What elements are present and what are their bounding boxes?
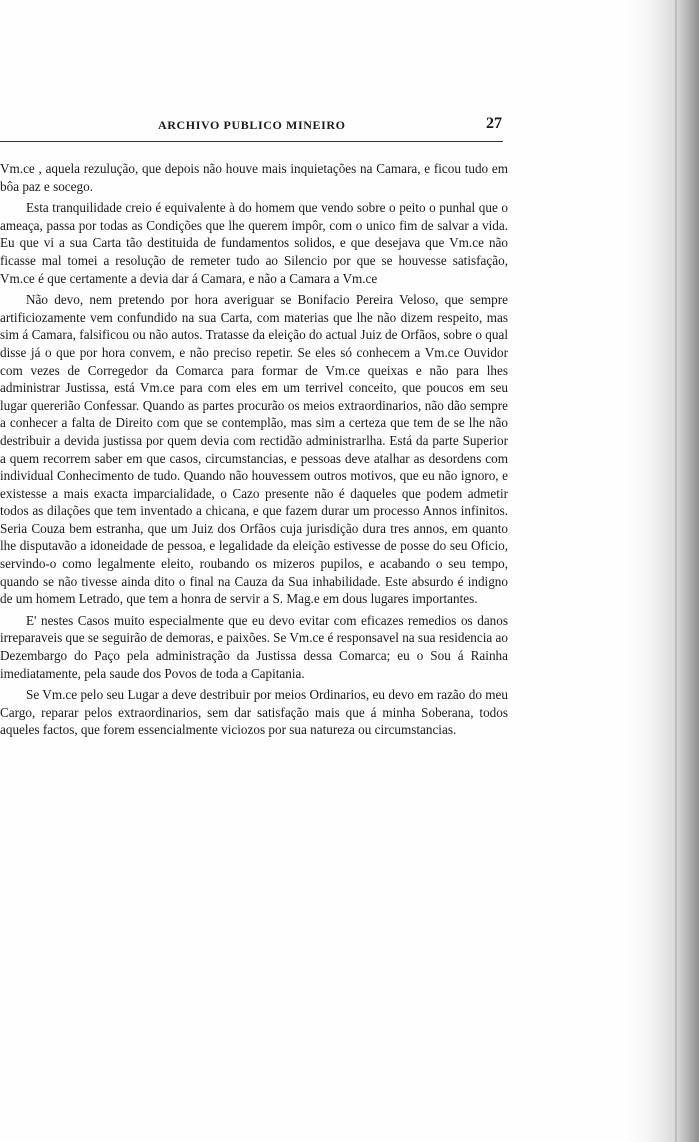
- paragraph: E' nestes Casos muito especialmente que eu devo evitar com eficazes remedios os danos irreparaveis que se seguirão de demoras, e paixões. Se Vm.ce é responsavel na sua residencia ao Dezembargo do Paço pela administração da Justissa dessa Comarca; eu o Sou á Rainha imediatamente, pela saude dos Povos de toda a Capitania.: [0, 612, 509, 681]
- binding-fold-line: [675, 0, 677, 1142]
- paragraph: Esta tranquilidade creio é equivalente à do homem que vendo sobre o peito o punhal que o ameaça, passa por todas as Condições que lhe querem impôr, com o unico fim de salvar a vida. Eu que vi a sua Carta tão destituida de fundamentos solidos, e que desejava que Vm.ce não ficasse mal tomei a resolução de remeter tudo ao Silencio por que se houvesse satisfação, Vm.ce é que certamente a devia dar á Camara, e não a Camara a Vm.ce: [0, 200, 508, 286]
- paragraph: Vm.ce , aquela rezulução, que depois não houve mais inquietações na Camara, e ficou tudo em bôa paz e socego.: [0, 161, 508, 194]
- running-head: ARCHIVO PUBLICO MINEIRO: [158, 118, 346, 132]
- page-number: 27: [486, 115, 502, 132]
- header-rule: [0, 141, 503, 142]
- paragraph: Se Vm.ce pelo seu Lugar a deve destribuir por meios Ordinarios, eu devo em razão do meu Cargo, reparar pelos extraordinarios, sem dar satisfação mais que á minha Soberana, todos aqueles factos, que forem essencialmente viciozos por sua natureza ou circumstancias.: [0, 687, 508, 738]
- body-text: [0, 160, 508, 743]
- page-header: [0, 115, 520, 138]
- paragraph: Não devo, nem pretendo por hora averiguar se Bonifacio Pereira Veloso, que sempre artificiozamente vem confundido na sua Carta, com materias que lhe não dizem respeito, mas sim á Camara, falsificou ou não autos. Tratasse da eleição do actual Juiz de Orfãos, sobre o qual disse já o que por hora convem, e não preciso repetir. Se eles só conhecem a Vm.ce Ouvidor com vezes de Corregedor da Comarca para formar de Vm.ce queixas e não para lhes administrar Justissa, está Vm.ce para com eles em um terrivel conceito, que poucos em seu lugar quererião Confessar. Quando as partes procurão os meios extraordinarios, não dão sempre a conhecer a falta de Direito com que se contemplão, mas sim a certeza que tem de se lhe não destribuir a devida justissa por quem devia com rectidão administrarlha. Está da parte Superior a quem recorrem saber em que casos, circumstancias, e pessoas deve atalhar as desordens com individual Conhecimento de tudo. Quando não houvessem outros motivos, que eu não ignoro, e existesse a mais exacta imparcialidade, o Cazo presente não é daqueles que podem admetir todos as dilações que tem inventado a chicana, e que fazem durar um processo Annos infinitos. Seria Couza bem estranha, que um Juiz dos Orfãos cuja jurisdição dura tres annos, em quanto lhe disputavão a idoneidade de pessoa, e legalidade da eleição estivesse de posse do seu Oficio, servindo-o como legalmente eleito, roubando os mizeros pupilos, e acabando o seu tempo, quando se não tivesse ainda dito o final na Cauza da Sua inhabilidade. Este absurdo é indigno de um homem Letrado, que tem a honra de servir a S. Mag.e em dous lugares importantes.: [0, 292, 508, 607]
- binding-gutter-shadow: [625, 0, 699, 1142]
